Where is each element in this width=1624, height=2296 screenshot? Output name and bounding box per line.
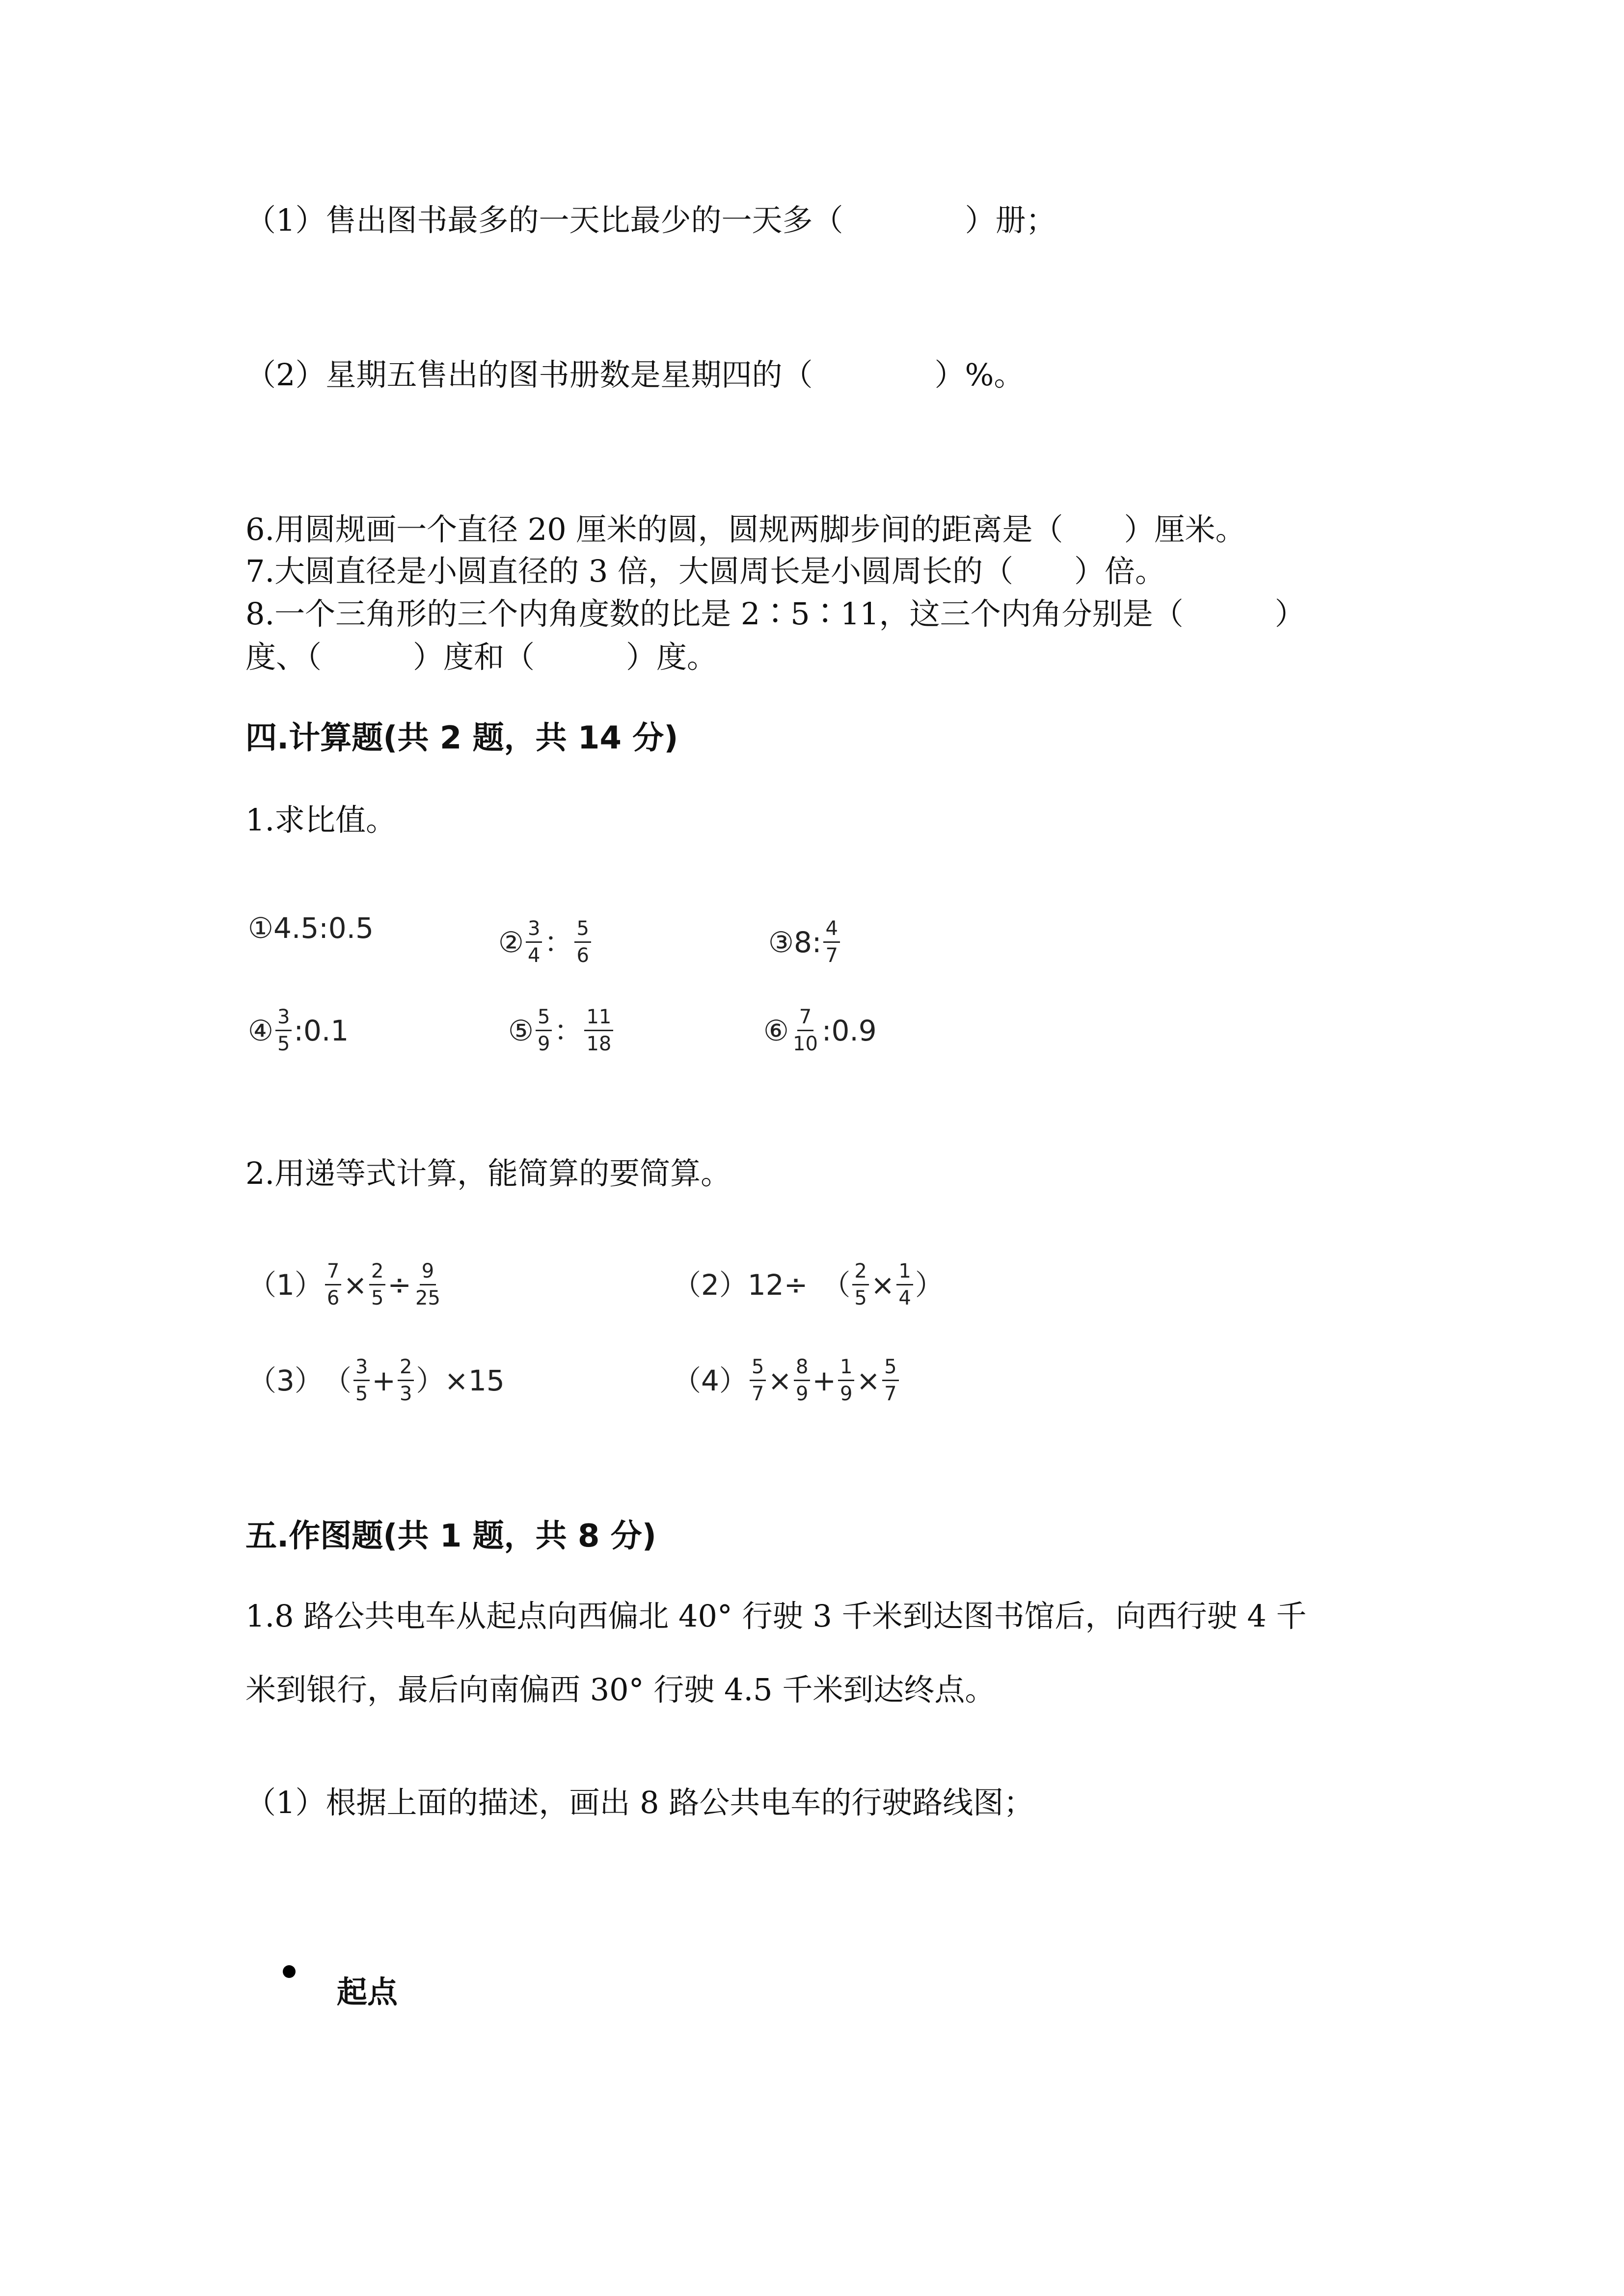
calc-expression-3: （3） （ $\frac{3}{5}$ + $\frac{2}{3}$ ）×15 bbox=[248, 1356, 505, 1405]
section-4-heading: 四.计算题(共 2 题，共 14 分) bbox=[245, 720, 678, 756]
calc-question-1-title: 1.求比值。 bbox=[245, 802, 397, 838]
drawing-question-1-line-1: 1.8 路公共电车从起点向西偏北 40° 行驶 3 千米到达图书馆后，向西行驶 4 千 bbox=[245, 1598, 1307, 1634]
start-point-dot bbox=[283, 1965, 296, 1978]
drawing-question-1-line-2: 米到银行，最后向南偏西 30° 行驶 4.5 千米到达终点。 bbox=[245, 1672, 996, 1708]
question-5-part-1: （1）售出图书最多的一天比最少的一天多（ ）册； bbox=[245, 202, 1056, 238]
start-point-label: 起点 bbox=[337, 1974, 398, 2010]
section-5-heading: 五.作图题(共 1 题，共 8 分) bbox=[245, 1518, 656, 1554]
ratio-4: ④ $\frac{3}{5}$ :0.1 bbox=[248, 1006, 349, 1055]
ratio-1: ①4.5:0.5 bbox=[248, 911, 374, 945]
ratio-5: ⑤ $\frac{5}{9}$ ： $\frac{11}{18}$ bbox=[508, 1007, 615, 1054]
question-5-part-2: （2）星期五售出的图书册数是星期四的（ ）%。 bbox=[245, 357, 1025, 393]
calc-expression-4: （4） $\frac{5}{7}$ × $\frac{8}{9}$ + $\frac{1}{9}$ × $\frac{5}{7}$ bbox=[673, 1357, 901, 1404]
question-6: 6.用圆规画一个直径 20 厘米的圆，圆规两脚步间的距离是（ ）厘米。 bbox=[245, 511, 1246, 547]
calc-expression-1: （1） $\frac{7}{6}$ × $\frac{2}{5}$ ÷ $\frac{9}{25}$ bbox=[248, 1260, 440, 1309]
question-8-line-1: 8.一个三角形的三个内角度数的比是 2∶5∶11，这三个内角分别是（ ） bbox=[245, 596, 1305, 632]
ratio-6: ⑥ $\frac{7}{10}$ :0.9 bbox=[763, 1006, 877, 1055]
question-8-line-2: 度、（ ）度和（ ）度。 bbox=[245, 639, 718, 675]
ratio-3: ③8: $\frac{4}{7}$ bbox=[768, 919, 842, 965]
ratio-2: ② $\frac{3}{4}$ ： $\frac{5}{6}$ bbox=[498, 919, 593, 965]
calc-question-2-title: 2.用递等式计算，能简算的要简算。 bbox=[245, 1155, 731, 1191]
drawing-question-1-sub-1: （1）根据上面的描述，画出 8 路公共电车的行驶路线图； bbox=[245, 1785, 1034, 1820]
question-7: 7.大圆直径是小圆直径的 3 倍，大圆周长是小圆周长的（ ）倍。 bbox=[245, 553, 1166, 589]
calc-expression-2: （2）12÷ （ $\frac{2}{5}$ × $\frac{1}{4}$ ） bbox=[673, 1260, 944, 1309]
